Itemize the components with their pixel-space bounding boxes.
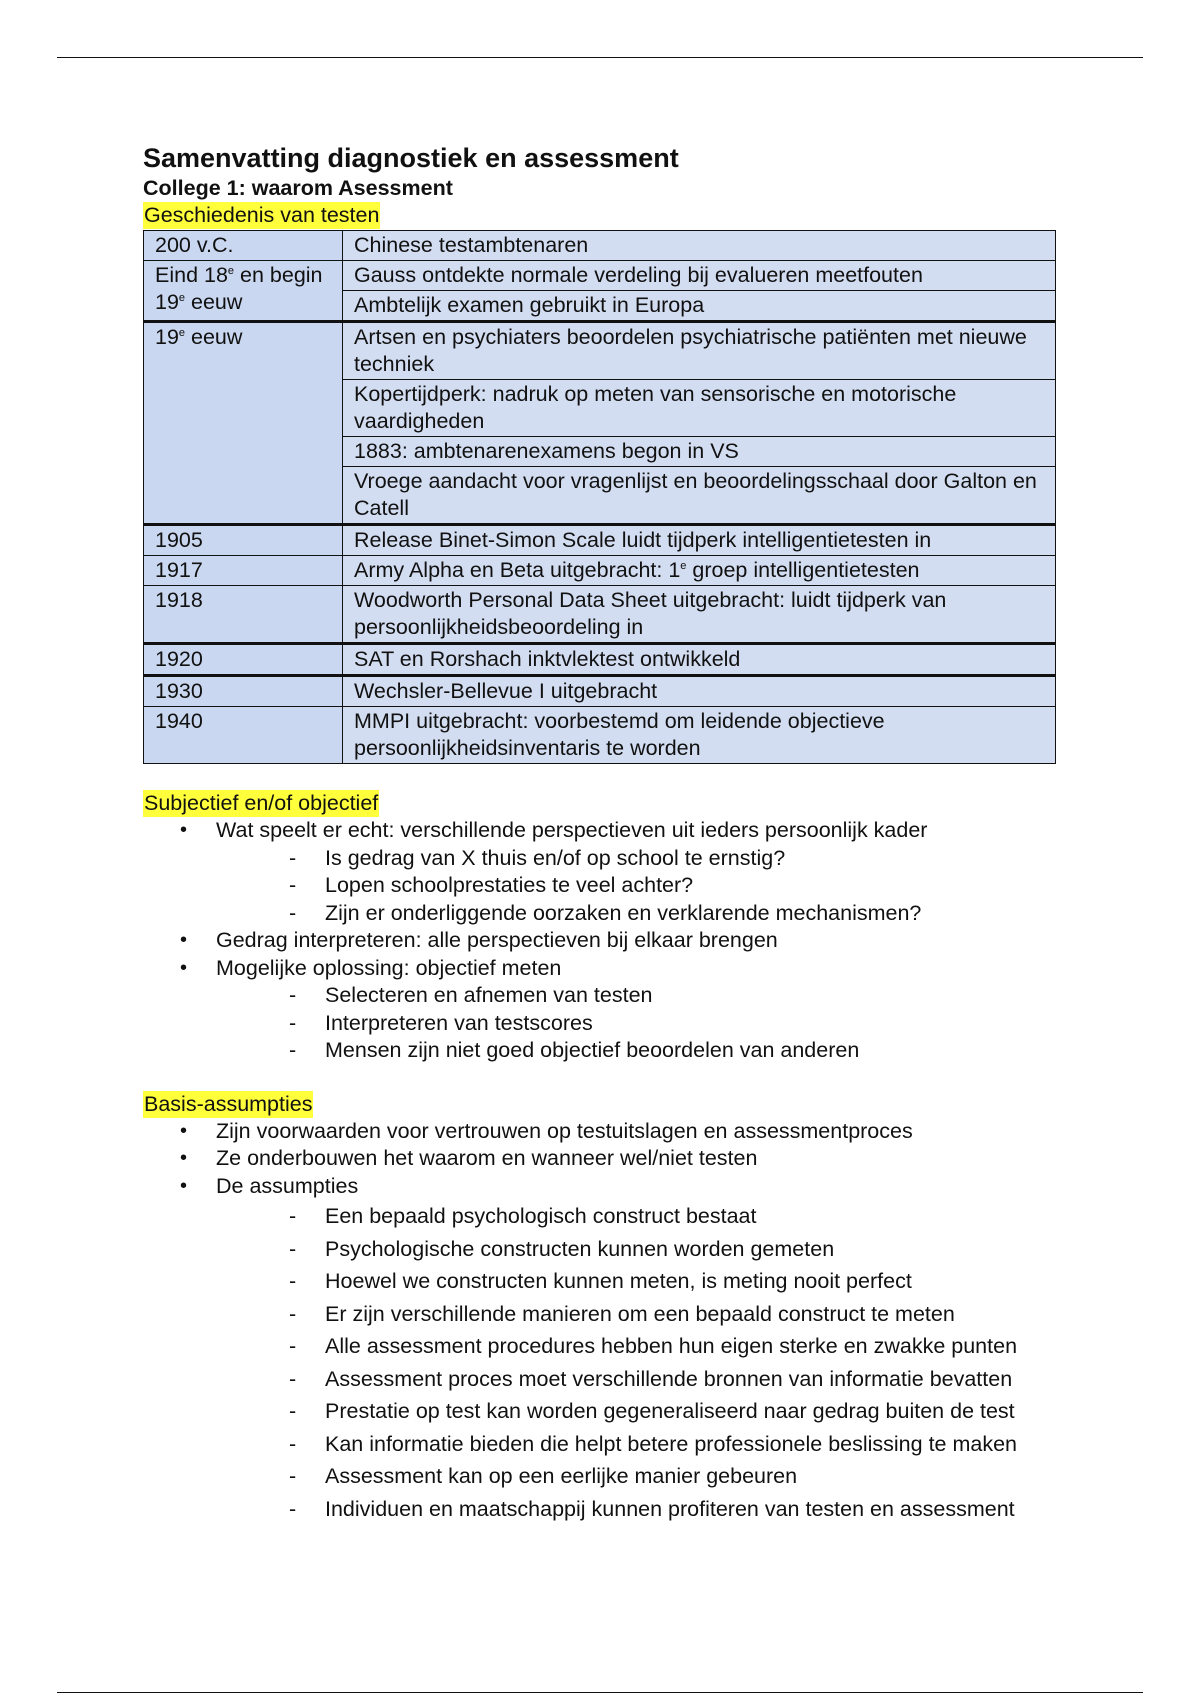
year-cell: Eind 18e en begin 19e eeuw xyxy=(144,261,343,322)
list-item: • Wat speelt er echt: verschillende perspectieven uit ieders persoonlijk kader - Is gedrag van X thuis en/of op school te ernstig? - Lopen schoolprestaties te veel achter? - Zijn er onderliggende oorzaken en verklarende mechanismen? xyxy=(143,817,1063,927)
sub-list-item: - Selecteren en afnemen van testen xyxy=(216,982,1063,1010)
sub-list-item: - Lopen schoolprestaties te veel achter? xyxy=(216,872,1063,900)
year-cell: 1920 xyxy=(144,644,343,676)
basis-section xyxy=(143,1091,1063,1526)
table-row xyxy=(144,676,1056,707)
college-title: College 1: waarom Asessment xyxy=(143,176,453,200)
page-title: Samenvatting diagnostiek en assessment xyxy=(143,143,679,173)
event-cell: Chinese testambtenaren xyxy=(343,231,1056,261)
basis-heading: Basis-assumpties xyxy=(144,1091,313,1116)
sub-list-item: - Prestatie op test kan worden gegeneraliseerd naar gedrag buiten de test xyxy=(216,1395,1063,1428)
list-item: • Zijn voorwaarden voor vertrouwen op testuitslagen en assessmentproces xyxy=(143,1118,1063,1146)
event-cell: Release Binet-Simon Scale luidt tijdperk intelligentietesten in xyxy=(343,525,1056,556)
subjectief-section xyxy=(143,790,1063,1065)
bottom-rule xyxy=(57,1692,1143,1693)
sub-list-item: - Alle assessment procedures hebben hun eigen sterke en zwakke punten xyxy=(216,1330,1063,1363)
subjectief-list xyxy=(143,817,1063,1065)
event-cell: 1883: ambtenarenexamens begon in VS xyxy=(343,437,1056,467)
year-cell: 1940 xyxy=(144,707,343,764)
event-cell: Ambtelijk examen gebruikt in Europa xyxy=(343,291,1056,322)
table-row xyxy=(144,707,1056,764)
list-item: • Gedrag interpreteren: alle perspectieven bij elkaar brengen xyxy=(143,927,1063,955)
year-cell: 1918 xyxy=(144,586,343,644)
table-row xyxy=(144,586,1056,644)
sub-list-item: - Psychologische constructen kunnen worden gemeten xyxy=(216,1233,1063,1266)
history-heading-wrap xyxy=(143,202,1063,229)
table-row xyxy=(144,525,1056,556)
table-row xyxy=(144,322,1056,380)
subjectief-heading: Subjectief en/of objectief xyxy=(144,791,379,815)
event-cell: Wechsler-Bellevue I uitgebracht xyxy=(343,676,1056,707)
sub-list-item: - Interpreteren van testscores xyxy=(216,1010,1063,1038)
sub-list-item: - Is gedrag van X thuis en/of op school te ernstig? xyxy=(216,845,1063,873)
year-cell: 200 v.C. xyxy=(144,231,343,261)
list-item: • Mogelijke oplossing: objectief meten - Selecteren en afnemen van testen - Interpreteren van testscores - Mensen zijn niet goed objectief beoordelen van anderen xyxy=(143,955,1063,1065)
basis-list xyxy=(143,1118,1063,1526)
year-cell: 1905 xyxy=(144,525,343,556)
year-cell: 1930 xyxy=(144,676,343,707)
sub-list-item: - Mensen zijn niet goed objectief beoordelen van anderen xyxy=(216,1037,1063,1065)
event-cell: Woodworth Personal Data Sheet uitgebracht: luidt tijdperk van persoonlijkheidsbeoordeling in xyxy=(343,586,1056,644)
history-table xyxy=(143,230,1056,764)
table-row xyxy=(144,231,1056,261)
event-cell: Army Alpha en Beta uitgebracht: 1e groep intelligentietesten xyxy=(343,556,1056,586)
sub-list-item: - Individuen en maatschappij kunnen profiteren van testen en assessment xyxy=(216,1493,1063,1526)
event-cell: SAT en Rorshach inktvlektest ontwikkeld xyxy=(343,644,1056,676)
table-row xyxy=(144,644,1056,676)
list-item: • Ze onderbouwen het waarom en wanneer wel/niet testen xyxy=(143,1145,1063,1173)
sub-list-item: - Assessment proces moet verschillende bronnen van informatie bevatten xyxy=(216,1363,1063,1396)
event-cell: Kopertijdperk: nadruk op meten van sensorische en motorische vaardigheden xyxy=(343,380,1056,437)
history-heading: Geschiedenis van testen xyxy=(144,203,380,227)
top-rule xyxy=(57,57,1143,58)
table-row xyxy=(144,261,1056,291)
year-cell: 19e eeuw xyxy=(144,322,343,525)
event-cell: Artsen en psychiaters beoordelen psychiatrische patiënten met nieuwe techniek xyxy=(343,322,1056,380)
sub-list-item: - Kan informatie bieden die helpt betere professionele beslissing te maken xyxy=(216,1428,1063,1461)
sub-list-item: - Zijn er onderliggende oorzaken en verklarende mechanismen? xyxy=(216,900,1063,928)
list-item: • De assumpties - Een bepaald psychologisch construct bestaat - Psychologische constructen kunnen worden gemeten - Hoewel we constructen kunnen meten, is meting nooit perfect - Er zijn verschillende manieren om een bepaald construct te meten - Alle assessment procedures hebben hun eigen sterke en zwakke punten - Assessment proces moet verschillende bronnen van informatie bevatten - Prestatie op test kan worden gegeneraliseerd naar gedrag buiten de test - Kan informatie bieden die helpt betere professionele beslissing te maken - Assessment kan op een eerlijke manier gebeuren - Individuen en maatschappij kunnen profiteren van testen en assessment xyxy=(143,1173,1063,1526)
event-cell: Vroege aandacht voor vragenlijst en beoordelingsschaal door Galton en Catell xyxy=(343,467,1056,525)
sub-list-item: - Een bepaald psychologisch construct bestaat xyxy=(216,1200,1063,1233)
sub-list-item: - Assessment kan op een eerlijke manier gebeuren xyxy=(216,1460,1063,1493)
event-cell: MMPI uitgebracht: voorbestemd om leidende objectieve persoonlijkheidsinventaris te worden xyxy=(343,707,1056,764)
sub-list-item: - Hoewel we constructen kunnen meten, is meting nooit perfect xyxy=(216,1265,1063,1298)
event-cell: Gauss ontdekte normale verdeling bij evalueren meetfouten xyxy=(343,261,1056,291)
table-row xyxy=(144,556,1056,586)
year-cell: 1917 xyxy=(144,556,343,586)
sub-list-item: - Er zijn verschillende manieren om een bepaald construct te meten xyxy=(216,1298,1063,1331)
document-body xyxy=(143,141,1063,1525)
